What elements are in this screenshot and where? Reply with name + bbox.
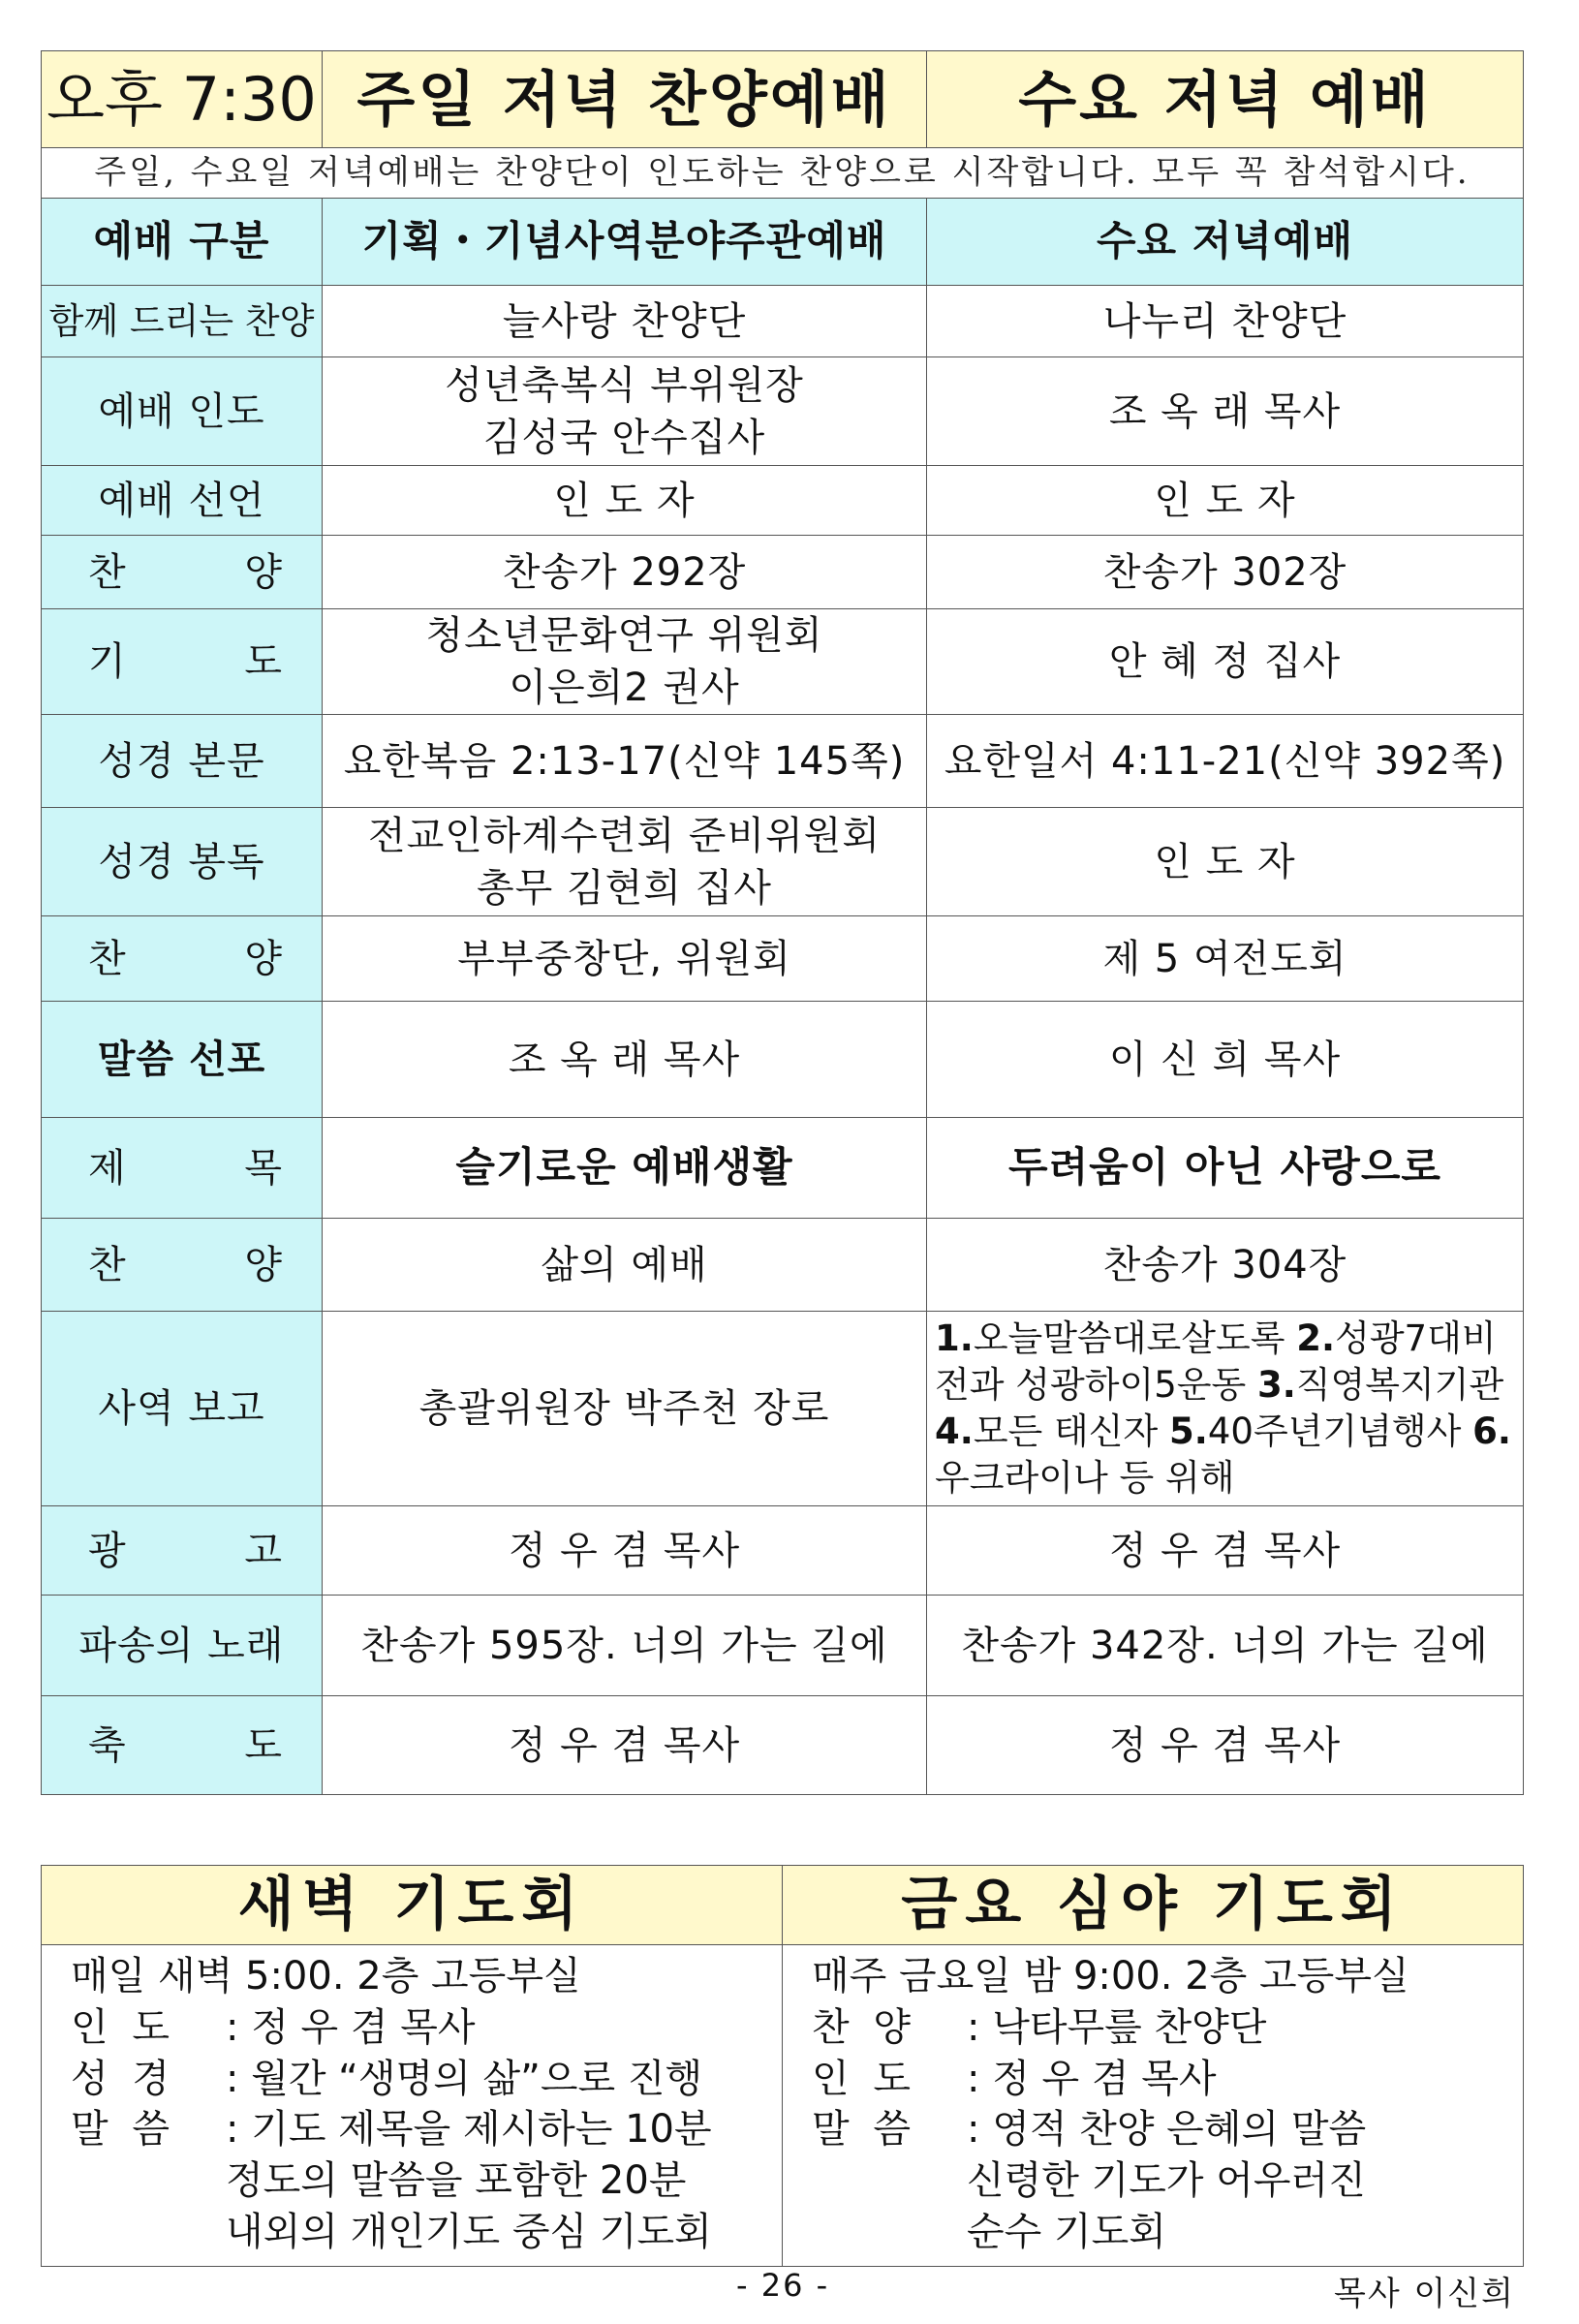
row-label-char: 찬 — [88, 1242, 127, 1287]
wednesday-value: 정 우 겸 목사 — [927, 1506, 1524, 1596]
dawn-detail-line — [71, 2207, 772, 2258]
column-sunday: 기획・기념사역분야주관예배 — [323, 199, 927, 286]
schedule-row — [42, 1312, 1524, 1506]
detail-key: 인 도 — [812, 2056, 916, 2101]
wednesday-value: 조 옥 래 목사 — [927, 357, 1524, 466]
schedule-row — [42, 536, 1524, 609]
dawn-detail-line — [71, 2155, 772, 2207]
detail-value: 정도의 말씀을 포함한 20분 — [226, 2158, 687, 2204]
schedule-header-row — [42, 51, 1524, 148]
sunday-value: 정 우 겸 목사 — [323, 1696, 927, 1795]
row-label: 함께 드리는 찬양 — [42, 286, 323, 357]
row-label-char: 양 — [244, 936, 283, 981]
schedule-row — [42, 357, 1524, 466]
report-item-number: 6. — [1472, 1410, 1511, 1453]
wednesday-value: 안 혜 정 집사 — [927, 609, 1524, 715]
column-label: 예배 구분 — [42, 199, 323, 286]
row-label: 성경 본문 — [42, 715, 323, 808]
dawn-prayer-details — [42, 1945, 783, 2267]
column-wednesday: 수요 저녁예배 — [927, 199, 1524, 286]
row-label-spread — [42, 933, 322, 985]
report-item-number: 4. — [935, 1410, 974, 1453]
row-label-spread — [42, 546, 322, 599]
friday-detail-line — [812, 2054, 1513, 2105]
row-label: 예배 선언 — [42, 466, 323, 536]
detail-value: : 월간 “생명의 삶”으로 진행 — [226, 2056, 703, 2101]
notice-row — [42, 148, 1524, 199]
detail-value: 매주 금요일 밤 9:00. 2층 고등부실 — [812, 1954, 1409, 1999]
sunday-value: 성년축복식 부위원장 김성국 안수집사 — [323, 357, 927, 466]
evening-service-schedule — [41, 50, 1524, 1795]
schedule-row — [42, 1696, 1524, 1795]
wednesday-value: 찬송가 304장 — [927, 1219, 1524, 1312]
detail-value: : 정 우 겸 목사 — [967, 2056, 1217, 2101]
wednesday-value: 정 우 겸 목사 — [927, 1696, 1524, 1795]
sunday-value: 늘사랑 찬양단 — [323, 286, 927, 357]
detail-value: 매일 새벽 5:00. 2층 고등부실 — [71, 1954, 581, 1999]
row-label-spread — [42, 1525, 322, 1577]
row-label-char: 찬 — [88, 936, 127, 981]
sunday-value: 정 우 겸 목사 — [323, 1506, 927, 1596]
row-label-spread — [42, 1239, 322, 1291]
schedule-row — [42, 1596, 1524, 1696]
row-label-spread — [42, 1720, 322, 1772]
report-item-text: 오늘말씀대로살도록 — [973, 1317, 1297, 1359]
prayer-meetings-header — [42, 1866, 1524, 1945]
row-label-spread — [42, 1142, 322, 1194]
wednesday-value: 찬송가 342장. 너의 가는 길에 — [927, 1596, 1524, 1696]
detail-value: 신령한 기도가 어우러진 — [967, 2158, 1366, 2204]
schedule-row — [42, 1002, 1524, 1118]
report-item-number: 1. — [935, 1317, 974, 1359]
schedule-row — [42, 1219, 1524, 1312]
row-label — [42, 1219, 323, 1312]
schedule-row — [42, 916, 1524, 1002]
sunday-value: 조 옥 래 목사 — [323, 1002, 927, 1118]
report-item-number: 5. — [1169, 1410, 1208, 1453]
dawn-detail-line — [71, 2104, 772, 2155]
prayer-meetings-body — [42, 1945, 1524, 2267]
friday-detail-line — [812, 2002, 1513, 2054]
wednesday-value: 제 5 여전도회 — [927, 916, 1524, 1002]
schedule-row — [42, 1506, 1524, 1596]
row-label — [42, 1696, 323, 1795]
wednesday-value: 나누리 찬양단 — [927, 286, 1524, 357]
detail-key: 인 도 — [71, 2004, 175, 2050]
row-label-char: 도 — [244, 1722, 283, 1768]
sunday-value: 인 도 자 — [323, 466, 927, 536]
sunday-value: 총괄위원장 박주천 장로 — [323, 1312, 927, 1506]
report-item-text: 직영복지기관 — [1295, 1364, 1504, 1407]
row-label: 파송의 노래 — [42, 1596, 323, 1696]
friday-detail-line — [812, 1951, 1513, 2002]
schedule-row — [42, 466, 1524, 536]
friday-prayer-title: 금요 심야 기도회 — [783, 1866, 1524, 1945]
detail-value: : 기도 제목을 제시하는 10분 — [226, 2107, 712, 2153]
schedule-row — [42, 286, 1524, 357]
wednesday-value: 요한일서 4:11-21(신약 392쪽) — [927, 715, 1524, 808]
dawn-detail-line — [71, 2002, 772, 2054]
sunday-value: 찬송가 595장. 너의 가는 길에 — [323, 1596, 927, 1696]
detail-value: : 낙타무릎 찬양단 — [967, 2004, 1267, 2050]
detail-key: 말 씀 — [812, 2107, 916, 2153]
prayer-meetings — [41, 1865, 1524, 2267]
friday-prayer-details — [783, 1945, 1524, 2267]
row-label: 사역 보고 — [42, 1312, 323, 1506]
page-number: - 26 - — [736, 2267, 830, 2304]
friday-detail-line — [812, 2104, 1513, 2155]
column-header-row — [42, 199, 1524, 286]
schedule-row — [42, 609, 1524, 715]
row-label — [42, 609, 323, 715]
row-label-char: 도 — [244, 639, 283, 684]
detail-key: 말 씀 — [71, 2107, 175, 2153]
row-label: 말씀 선포 — [42, 1002, 323, 1118]
report-item-text: 모든 태신자 — [973, 1410, 1170, 1453]
detail-value: : 정 우 겸 목사 — [226, 2004, 476, 2050]
wednesday-value: 찬송가 302장 — [927, 536, 1524, 609]
sunday-value: 청소년문화연구 위원회 이은희2 권사 — [323, 609, 927, 715]
detail-key: 찬 양 — [812, 2004, 916, 2050]
wednesday-value: 인 도 자 — [927, 466, 1524, 536]
wednesday-value: 인 도 자 — [927, 808, 1524, 916]
wednesday-service-title: 수요 저녁 예배 — [927, 51, 1524, 148]
row-label-char: 목 — [244, 1145, 283, 1191]
wednesday-value: 이 신 희 목사 — [927, 1002, 1524, 1118]
sunday-value: 부부중창단, 위원회 — [323, 916, 927, 1002]
row-label-char: 고 — [244, 1528, 283, 1573]
sunday-value: 찬송가 292장 — [323, 536, 927, 609]
wednesday-value — [927, 1312, 1524, 1506]
friday-detail-line — [812, 2155, 1513, 2207]
dawn-detail-line — [71, 1951, 772, 2002]
row-label — [42, 536, 323, 609]
row-label-char: 제 — [88, 1145, 127, 1191]
schedule-rows — [42, 286, 1524, 1795]
report-item-number: 3. — [1257, 1364, 1296, 1407]
wednesday-value: 두려움이 아닌 사랑으로 — [927, 1118, 1524, 1219]
sunday-value: 삶의 예배 — [323, 1219, 927, 1312]
row-label: 성경 봉독 — [42, 808, 323, 916]
row-label-char: 양 — [244, 549, 283, 595]
report-item-number: 2. — [1296, 1317, 1336, 1359]
report-item-text: 성광7대비전과 성광하이5운동 — [935, 1317, 1497, 1407]
detail-key: 성 경 — [71, 2056, 175, 2101]
sunday-service-title: 주일 저녁 찬양예배 — [323, 51, 927, 148]
row-label — [42, 1118, 323, 1219]
dawn-prayer-title: 새벽 기도회 — [42, 1866, 783, 1945]
dawn-detail-line — [71, 2054, 772, 2105]
schedule-row — [42, 715, 1524, 808]
schedule-row — [42, 1118, 1524, 1219]
notice-text: 주일, 수요일 저녁예배는 찬양단이 인도하는 찬양으로 시작합니다. 모두 꼭 참석합시다. — [42, 148, 1524, 199]
row-label-char: 광 — [88, 1528, 127, 1573]
footer-author: 목사 이신희 — [1333, 2275, 1515, 2313]
row-label-char: 양 — [244, 1242, 283, 1287]
detail-value: : 영적 찬양 은혜의 말씀 — [967, 2107, 1367, 2153]
sunday-value: 전교인하계수련회 준비위원회 총무 김현희 집사 — [323, 808, 927, 916]
detail-value: 순수 기도회 — [967, 2209, 1166, 2254]
row-label — [42, 1506, 323, 1596]
report-item-text: 40주년기념행사 — [1207, 1410, 1473, 1453]
row-label-spread — [42, 635, 322, 688]
row-label — [42, 916, 323, 1002]
detail-value: 내외의 개인기도 중심 기도회 — [226, 2209, 712, 2254]
row-label-char: 축 — [88, 1722, 127, 1768]
sunday-value: 요한복음 2:13-17(신약 145쪽) — [323, 715, 927, 808]
report-item-text: 우크라이나 등 위해 — [935, 1457, 1235, 1500]
row-label-char: 기 — [88, 639, 127, 684]
service-time: 오후 7:30 — [42, 51, 323, 148]
sunday-value: 슬기로운 예배생활 — [323, 1118, 927, 1219]
row-label: 예배 인도 — [42, 357, 323, 466]
friday-detail-line — [812, 2207, 1513, 2258]
schedule-row — [42, 808, 1524, 916]
row-label-char: 찬 — [88, 549, 127, 595]
